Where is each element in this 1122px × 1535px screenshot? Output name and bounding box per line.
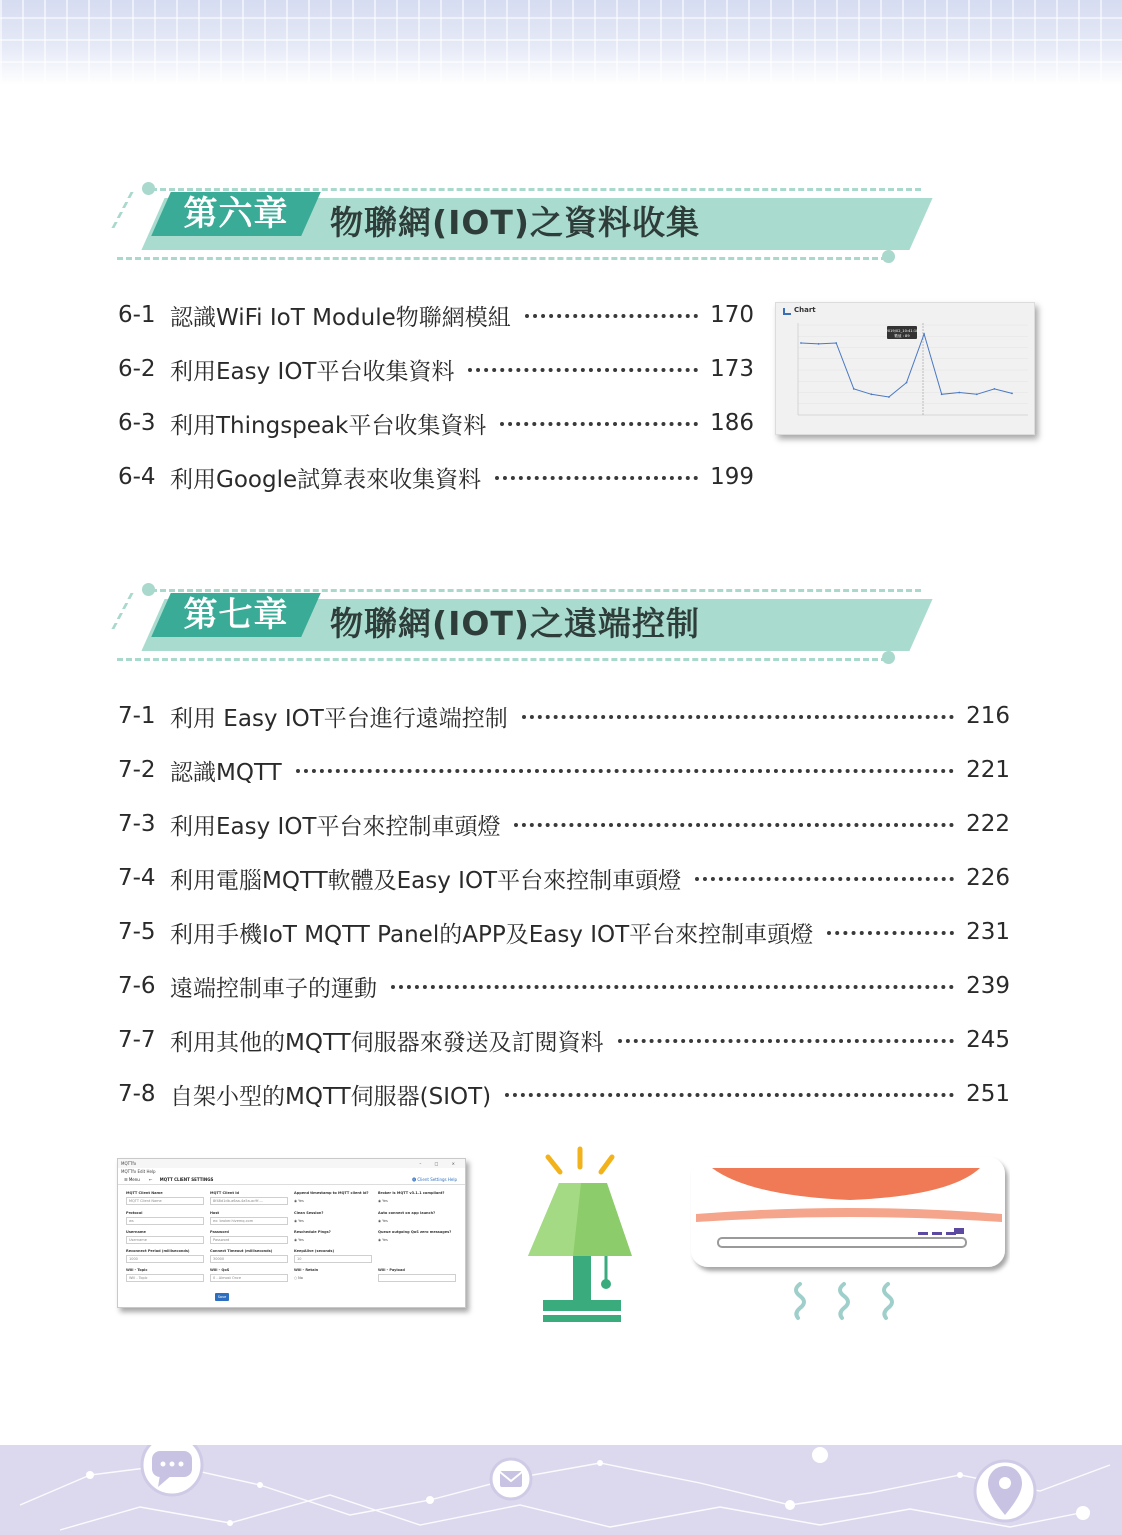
app-field-label: Will - Retain [294, 1268, 319, 1272]
toc-leader [495, 476, 698, 480]
app-field-label: KeepAlive (seconds) [294, 1249, 335, 1253]
app-field [126, 1211, 204, 1225]
app-field-label: Connect Timeout (milliseconds) [210, 1249, 273, 1253]
app-field-label: Password [210, 1230, 229, 1234]
app-field-label: Clean Session? [294, 1211, 324, 1215]
banner-dot-left [142, 182, 155, 195]
chart-point [958, 392, 960, 394]
toc-page: 239 [966, 973, 1010, 999]
toc-number: 7-2 [118, 757, 156, 783]
banner-dash-top [151, 188, 921, 191]
toc-entry-6-4[interactable] [118, 459, 754, 495]
toc-leader [827, 931, 954, 935]
banner-slash [111, 593, 133, 629]
chart-point [1011, 393, 1013, 395]
app-field-label: Protocol [126, 1211, 143, 1215]
toc-page: 251 [966, 1081, 1010, 1107]
toc-label: 利用電腦MQTT軟體及Easy IOT平台來控制車頭燈 [170, 867, 682, 894]
toc-leader [525, 314, 698, 318]
banner-dot-right [882, 651, 895, 664]
toc-leader [618, 1039, 954, 1043]
toc-number: 6-1 [118, 302, 156, 328]
app-field [210, 1268, 288, 1282]
app-field-input: 8f48d1db-a6aa-4a5a-ac9f-... [210, 1197, 288, 1205]
chart-title: Chart [794, 306, 816, 314]
app-field-input: 1000 [126, 1255, 204, 1263]
location-pin-icon [975, 1461, 1035, 1521]
toc-label: 利用 Easy IOT平台進行遠端控制 [170, 705, 508, 732]
toc-page: 226 [966, 865, 1010, 891]
app-field [210, 1211, 288, 1225]
toc-page: 231 [966, 919, 1010, 945]
app-field [294, 1249, 372, 1263]
air-conditioner-icon [690, 1152, 1010, 1327]
chart-point [923, 333, 925, 335]
chapter-title: 物聯網(IOT)之資料收集 [330, 203, 701, 242]
app-field [294, 1211, 372, 1225]
toc-leader [296, 769, 954, 773]
chapter-tag: 第六章 [183, 194, 289, 234]
chart-point [941, 393, 943, 395]
chapter-tag: 第七章 [183, 595, 289, 635]
app-field-label: Host [210, 1211, 220, 1215]
chat-bubble-icon [142, 1445, 202, 1495]
app-field-input: MQTT Client Name [126, 1197, 204, 1205]
app-field-input: 10 [294, 1255, 372, 1263]
app-header [118, 1175, 465, 1185]
menu-button: ☰ Menu [124, 1177, 140, 1182]
banner-dot-right [882, 250, 895, 263]
toc-label: 利用Google試算表來收集資料 [170, 466, 482, 493]
banner-dash-top [151, 589, 921, 592]
chart-tooltip-line-1: 2019/02_10:41:18 [885, 329, 919, 333]
app-field [294, 1230, 372, 1244]
top-decorative-band [0, 0, 1122, 85]
toc-leader [695, 877, 954, 881]
bottom-decorative-band [0, 1445, 1122, 1535]
chart-point [835, 342, 837, 344]
app-field-input: ws [126, 1217, 204, 1225]
banner-dash-bottom [117, 658, 887, 661]
client-settings-title: MQTT CLIENT SETTINGS [159, 1177, 214, 1182]
chart-point [906, 382, 908, 384]
app-field-label: Will - Topic [126, 1268, 148, 1272]
app-field [126, 1230, 204, 1244]
toc-number: 7-5 [118, 919, 156, 945]
toc-label: 認識MQTT [170, 759, 282, 786]
toc-label: 利用其他的MQTT伺服器來發送及訂閱資料 [170, 1029, 604, 1056]
toc-leader [500, 422, 698, 426]
app-field-radio: ◉ Yes [294, 1199, 304, 1203]
toc-number: 7-3 [118, 811, 156, 837]
chapter-title: 物聯網(IOT)之遠端控制 [330, 604, 701, 643]
toc-entry-6-3[interactable] [118, 405, 754, 441]
app-field-radio: ○ No [294, 1276, 303, 1280]
toc-leader [522, 715, 954, 719]
toc-entry-7-7[interactable] [118, 1022, 1010, 1058]
app-field [378, 1211, 456, 1225]
app-field-input: 0 - Almost Once [210, 1274, 288, 1282]
app-field-radio: ◉ Yes [294, 1219, 304, 1223]
toc-number: 7-6 [118, 973, 156, 999]
toc-label: 遠端控制車子的運動 [170, 975, 377, 1002]
toc-number: 7-8 [118, 1081, 156, 1107]
app-field-label: Username [126, 1230, 146, 1234]
toc-label: 利用Easy IOT平台收集資料 [170, 358, 455, 385]
chapter-7-banner [115, 581, 925, 667]
app-field-label: Broker is MQTT v3.1.1 compliant? [378, 1191, 445, 1195]
toc-number: 6-2 [118, 356, 156, 382]
app-field [126, 1191, 204, 1205]
toc-number: 7-7 [118, 1027, 156, 1053]
app-field-radio: ◉ Yes [378, 1199, 388, 1203]
chart-point [800, 342, 802, 344]
toc-entry-7-8[interactable] [118, 1076, 1010, 1112]
toc-label: 利用Easy IOT平台來控制車頭燈 [170, 813, 501, 840]
toc-leader [514, 823, 954, 827]
app-field-label: Reconnect Period (milliseconds) [126, 1249, 190, 1253]
banner-dot-left [142, 583, 155, 596]
chart-point [853, 388, 855, 390]
app-menubar: MQTTfx Edit Help [121, 1169, 156, 1174]
chart-thumbnail [775, 302, 1035, 435]
app-field-input [378, 1274, 456, 1282]
toc-entry-7-5[interactable] [118, 914, 1010, 950]
toc-entry-7-4[interactable] [118, 860, 1010, 896]
toc-entry-7-2[interactable] [118, 752, 1010, 788]
chapter-6-banner [115, 180, 925, 266]
toc-page: 216 [966, 703, 1010, 729]
app-field [378, 1230, 456, 1244]
app-field [210, 1230, 288, 1244]
toc-entry-7-6[interactable] [118, 968, 1010, 1004]
chart-point [888, 396, 890, 398]
mqtt-app-screenshot [117, 1158, 466, 1308]
toc-number: 6-3 [118, 410, 156, 436]
lamp-icon [515, 1145, 665, 1335]
toc-page: 170 [710, 302, 754, 328]
banner-dash-bottom [117, 257, 887, 260]
app-field-label: Queue outgoing QoS zero messages? [378, 1230, 452, 1234]
app-field-input: Will - Topic [126, 1274, 204, 1282]
toc-label: 自架小型的MQTT伺服器(SIOT) [170, 1083, 492, 1110]
app-field-label: Append timestamp to MQTT client id? [294, 1191, 369, 1195]
chart-point [870, 393, 872, 395]
toc-page: 186 [710, 410, 754, 436]
app-field-label: Auto connect on app launch? [378, 1211, 436, 1215]
app-field [294, 1191, 372, 1205]
toc-page: 222 [966, 811, 1010, 837]
toc-entry-7-3[interactable] [118, 806, 1010, 842]
app-field-input: ex: broker.hivemq.com [210, 1217, 288, 1225]
app-field [294, 1268, 372, 1282]
chart-tooltip-line-2: 數值 : 89 [894, 334, 910, 338]
chart-point [976, 393, 978, 395]
save-button: Save [215, 1293, 229, 1301]
toc-label: 利用Thingspeak平台收集資料 [170, 412, 487, 439]
chart-plot [776, 303, 1036, 436]
app-field [210, 1191, 288, 1205]
toc-entry-6-2[interactable] [118, 351, 754, 387]
back-arrow-icon: ← [149, 1177, 153, 1182]
toc-number: 7-4 [118, 865, 156, 891]
app-field-label: Will - Payload [378, 1268, 405, 1272]
mail-icon [491, 1459, 531, 1499]
app-field [126, 1268, 204, 1282]
toc-entry-7-1[interactable] [118, 698, 1010, 734]
toc-leader [505, 1093, 954, 1097]
toc-number: 6-4 [118, 464, 156, 490]
banner-slash [111, 192, 133, 228]
chart-series-line [801, 334, 1012, 397]
app-titlebar [118, 1159, 465, 1168]
app-field-radio: ◉ Yes [378, 1219, 388, 1223]
toc-label: 認識WiFi IoT Module物聯網模組 [170, 304, 511, 331]
app-field [126, 1249, 204, 1263]
app-field-label: MQTT Client Name [126, 1191, 163, 1195]
app-field-label: Reschedule Pings? [294, 1230, 331, 1234]
window-controls-icon: – □ × [419, 1161, 461, 1166]
app-title: MQTTfx [121, 1161, 137, 1166]
toc-leader [468, 368, 698, 372]
toc-entry-6-1[interactable] [118, 297, 754, 333]
toc-number: 7-1 [118, 703, 156, 729]
app-field [378, 1268, 456, 1282]
toc-page: 221 [966, 757, 1010, 783]
toc-leader [391, 985, 954, 989]
app-field-radio: ◉ Yes [378, 1238, 388, 1242]
app-field [378, 1191, 456, 1205]
toc-page: 173 [710, 356, 754, 382]
toc-page: 245 [966, 1027, 1010, 1053]
app-field-label: MQTT Client Id [210, 1191, 240, 1195]
chart-point [994, 388, 996, 390]
client-settings-help-link: ⓿ Client Settings Help [412, 1177, 457, 1182]
app-field-input: Username [126, 1236, 204, 1244]
app-field-label: Will - QoS [210, 1268, 230, 1272]
app-field-input: 30000 [210, 1255, 288, 1263]
toc-label: 利用手機IoT MQTT Panel的APP及Easy IOT平台來控制車頭燈 [170, 921, 814, 948]
app-field-input: Password [210, 1236, 288, 1244]
toc-page: 199 [710, 464, 754, 490]
app-field-radio: ◉ Yes [294, 1238, 304, 1242]
app-field [210, 1249, 288, 1263]
chart-point [818, 343, 820, 345]
